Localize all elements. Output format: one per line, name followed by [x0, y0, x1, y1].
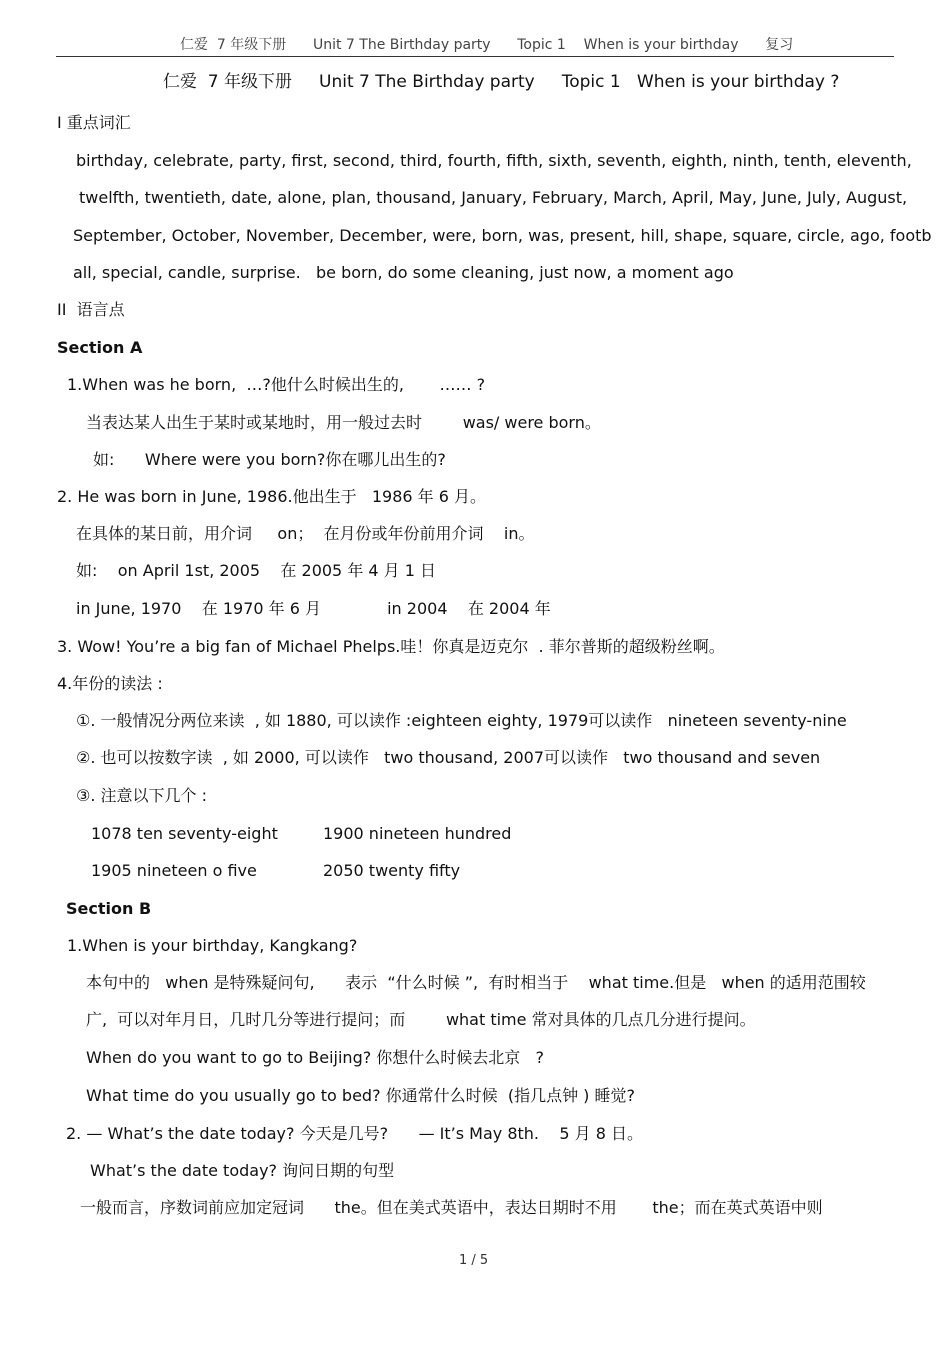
- header-rule: [56, 56, 894, 57]
- page-number: 1 / 5: [459, 1253, 489, 1268]
- year-example: 1078 ten seventy-eight: [91, 824, 278, 843]
- section-b-heading: Section B: [66, 899, 152, 918]
- vocab-heading: I 重点词汇: [57, 113, 131, 132]
- section-a-line: ③. 注意以下几个 :: [76, 786, 207, 805]
- vocab-line: September, October, November, December, were, born, was, present, hill, shape, square, circle, ago, footb: [73, 226, 932, 245]
- section-b-line: 1.When is your birthday, Kangkang?: [67, 936, 358, 955]
- vocab-line: birthday, celebrate, party, first, second, third, fourth, fifth, sixth, seventh, eighth, ninth, tenth, eleventh,: [76, 151, 912, 170]
- section-b-line: 本句中的 when 是特殊疑问句, 表示 “什么时候 ”, 有时相当于 what time.但是 when 的适用范围较: [86, 973, 866, 992]
- vocab-line: all, special, candle, surprise. be born, do some cleaning, just now, a moment ago: [73, 263, 734, 282]
- section-a-line: ②. 也可以按数字读 , 如 2000, 可以读作 two thousand, 2007可以读作 two thousand and seven: [76, 748, 821, 767]
- section-b-line: What’s the date today? 询问日期的句型: [90, 1161, 395, 1180]
- section-a-line: 当表达某人出生于某时或某地时，用一般过去时 was/ were born。: [86, 413, 601, 432]
- year-example: 1905 nineteen o five: [91, 861, 257, 880]
- section-a-line: 如: on April 1st, 2005 在 2005 年 4 月 1 日: [76, 561, 437, 580]
- section-a-line: 2. He was born in June, 1986.他出生于 1986 年 6 月。: [57, 487, 487, 506]
- year-example: 1900 nineteen hundred: [323, 824, 512, 843]
- section-a-line: 3. Wow! You’re a big fan of Michael Phelps.哇！你真是迈克尔 . 菲尔普斯的超级粉丝啊。: [57, 637, 725, 656]
- section-b-line: 2. — What’s the date today? 今天是几号? — It’s May 8th. 5 月 8 日。: [66, 1124, 643, 1143]
- page-header: 仁爱 7 年级下册 Unit 7 The Birthday party Topic 1 When is your birthday 复习: [180, 37, 794, 53]
- section-a-line: 4.年份的读法 :: [57, 674, 163, 693]
- section-a-heading: Section A: [57, 338, 143, 357]
- section-a-line: 如: Where were you born?你在哪儿出生的?: [93, 450, 446, 469]
- section-a-line: 1.When was he born, …?他什么时候出生的, …… ?: [67, 375, 486, 394]
- section-a-line: 在具体的某日前，用介词 on； 在月份或年份前用介词 in。: [76, 524, 535, 543]
- section-b-line: When do you want to go to Beijing? 你想什么时候去北京 ?: [86, 1048, 545, 1067]
- document-title: 仁爱 7 年级下册 Unit 7 The Birthday party Topic 1 When is your birthday ?: [163, 72, 840, 92]
- section-b-line: 一般而言，序数词前应加定冠词 the。但在美式英语中，表达日期时不用 the；而在英式英语中则: [80, 1198, 823, 1217]
- vocab-line: twelfth, twentieth, date, alone, plan, thousand, January, February, March, April, May, June, July, August,: [79, 188, 908, 207]
- section-a-line: ①. 一般情况分两位来读 , 如 1880, 可以读作 :eighteen eighty, 1979可以读作 nineteen seventy-nine: [76, 711, 847, 730]
- section-b-line: What time do you usually go to bed? 你通常什么时候 (指几点钟 ) 睡觉?: [86, 1086, 635, 1105]
- points-heading: II 语言点: [57, 300, 125, 319]
- section-b-line: 广, 可以对年月日，几时几分等进行提问；而 what time 常对具体的几点几分进行提问。: [86, 1010, 756, 1029]
- year-example: 2050 twenty fifty: [323, 861, 461, 880]
- section-a-line: in June, 1970 在 1970 年 6 月 in 2004 在 2004 年: [76, 599, 551, 618]
